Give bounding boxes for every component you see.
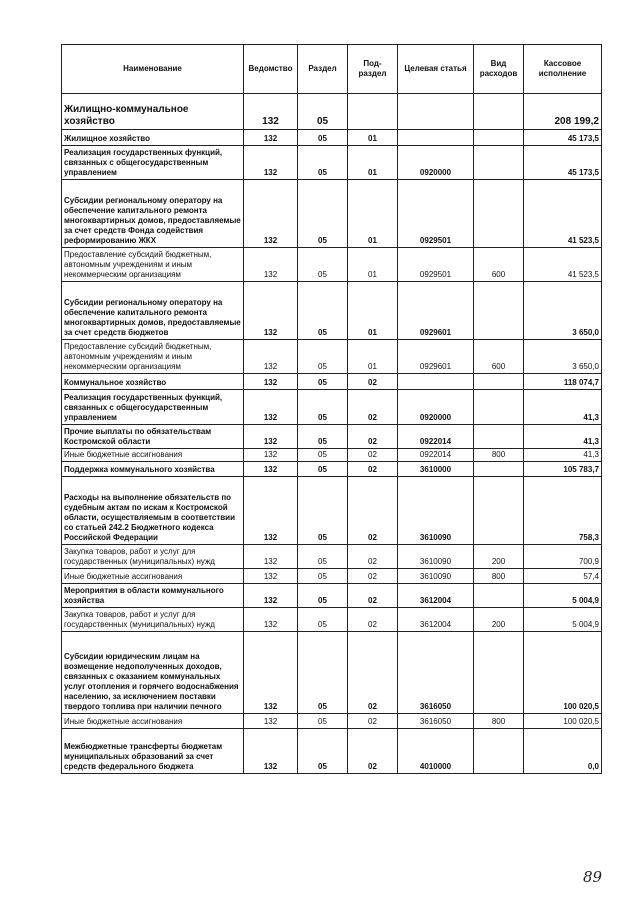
cell-dept: 132	[244, 180, 298, 248]
cell-section: 05	[298, 425, 348, 449]
cell-amount: 57,4	[524, 569, 602, 584]
cell-exptype	[474, 146, 524, 180]
cell-subsection: 02	[348, 477, 398, 545]
cell-name: Жилищное хозяйство	[62, 130, 244, 146]
header-dept: Ведомство	[244, 45, 298, 94]
table-row	[62, 94, 602, 130]
cell-amount: 41,3	[524, 425, 602, 449]
cell-dept: 132	[244, 248, 298, 282]
cell-name: Прочие выплаты по обязательствам Костромской области	[62, 425, 244, 449]
cell-name: Расходы на выполнение обязательств по судебным актам по искам к Костромской области, осуществляемым в соответствии со статьей 242.2 Бюджетного кодекса Российской Федерации	[62, 477, 244, 545]
cell-dept: 132	[244, 729, 298, 774]
cell-dept: 132	[244, 449, 298, 462]
cell-subsection: 01	[348, 340, 398, 374]
cell-target	[398, 130, 474, 146]
header-amount: Кассовое исполнение	[524, 45, 602, 94]
cell-exptype	[474, 374, 524, 390]
cell-name: Реализация государственных функций, связанных с общегосударственным управлением	[62, 146, 244, 180]
cell-dept: 132	[244, 477, 298, 545]
cell-section: 05	[298, 180, 348, 248]
cell-subsection: 01	[348, 248, 398, 282]
table-row	[62, 180, 602, 248]
cell-target: 0920000	[398, 146, 474, 180]
cell-exptype: 200	[474, 545, 524, 569]
cell-section: 05	[298, 94, 348, 130]
table-row	[62, 374, 602, 390]
cell-section: 05	[298, 545, 348, 569]
cell-target: 3616050	[398, 632, 474, 714]
cell-subsection: 02	[348, 545, 398, 569]
cell-section: 05	[298, 608, 348, 632]
cell-name: Предоставление субсидий бюджетным, автономным учреждениям и иным некоммерческим организациям	[62, 340, 244, 374]
cell-exptype: 600	[474, 340, 524, 374]
cell-dept: 132	[244, 390, 298, 425]
cell-subsection: 02	[348, 729, 398, 774]
cell-name: Субсидии юридическим лицам на возмещение недополученных доходов, связанных с оказанием коммунальных услуг отопления и горячего водоснабжения населению, за исключением поставки твердого топлива при наличии печного	[62, 632, 244, 714]
table-header-row	[62, 45, 602, 94]
cell-exptype	[474, 130, 524, 146]
cell-target: 3610090	[398, 569, 474, 584]
cell-dept: 132	[244, 584, 298, 608]
cell-exptype: 200	[474, 608, 524, 632]
cell-section: 05	[298, 584, 348, 608]
table-row	[62, 449, 602, 462]
cell-dept: 132	[244, 462, 298, 477]
cell-target: 3612004	[398, 584, 474, 608]
cell-exptype	[474, 462, 524, 477]
cell-amount: 700,9	[524, 545, 602, 569]
cell-subsection: 01	[348, 130, 398, 146]
cell-dept: 132	[244, 632, 298, 714]
header-subsection: Под-раздел	[348, 45, 398, 94]
cell-amount: 100 020,5	[524, 632, 602, 714]
cell-dept: 132	[244, 545, 298, 569]
cell-target: 4010000	[398, 729, 474, 774]
cell-section: 05	[298, 248, 348, 282]
header-name: Наименование	[62, 45, 244, 94]
cell-target: 0929501	[398, 248, 474, 282]
table-row	[62, 248, 602, 282]
cell-target: 0929601	[398, 340, 474, 374]
cell-amount: 0,0	[524, 729, 602, 774]
cell-exptype: 800	[474, 569, 524, 584]
cell-amount: 41,3	[524, 449, 602, 462]
cell-section: 05	[298, 632, 348, 714]
cell-target: 0922014	[398, 425, 474, 449]
cell-amount: 100 020,5	[524, 714, 602, 729]
cell-name: Мероприятия в области коммунального хозяйства	[62, 584, 244, 608]
cell-dept: 132	[244, 425, 298, 449]
cell-subsection: 02	[348, 462, 398, 477]
table-row	[62, 462, 602, 477]
cell-subsection: 02	[348, 584, 398, 608]
cell-subsection: 02	[348, 608, 398, 632]
table-row	[62, 545, 602, 569]
cell-amount: 5 004,9	[524, 584, 602, 608]
cell-exptype	[474, 282, 524, 340]
cell-subsection: 01	[348, 146, 398, 180]
cell-subsection: 01	[348, 180, 398, 248]
cell-target: 3610000	[398, 462, 474, 477]
cell-name: Межбюджетные трансферты бюджетам муниципальных образований за счет средств федерального бюджета	[62, 729, 244, 774]
header-exptype: Вид расходов	[474, 45, 524, 94]
table-row	[62, 390, 602, 425]
cell-target: 3616050	[398, 714, 474, 729]
cell-section: 05	[298, 130, 348, 146]
cell-dept: 132	[244, 282, 298, 340]
table-row	[62, 282, 602, 340]
cell-amount: 45 173,5	[524, 130, 602, 146]
cell-section: 05	[298, 282, 348, 340]
table-row	[62, 584, 602, 608]
cell-section: 05	[298, 729, 348, 774]
cell-name: Субсидии региональному оператору на обеспечение капитального ремонта многоквартирных домов, предоставляемые за счет средств бюджетов	[62, 282, 244, 340]
cell-section: 05	[298, 714, 348, 729]
cell-subsection: 02	[348, 569, 398, 584]
cell-subsection: 02	[348, 449, 398, 462]
cell-amount: 758,3	[524, 477, 602, 545]
table-row	[62, 340, 602, 374]
cell-exptype	[474, 729, 524, 774]
cell-exptype	[474, 632, 524, 714]
cell-amount: 41,3	[524, 390, 602, 425]
cell-subsection: 02	[348, 390, 398, 425]
table-row	[62, 146, 602, 180]
cell-target: 0922014	[398, 449, 474, 462]
cell-dept: 132	[244, 130, 298, 146]
cell-amount: 5 004,9	[524, 608, 602, 632]
cell-subsection: 01	[348, 282, 398, 340]
cell-amount: 3 650,0	[524, 282, 602, 340]
cell-target	[398, 94, 474, 130]
cell-exptype: 600	[474, 248, 524, 282]
cell-exptype	[474, 584, 524, 608]
cell-dept: 132	[244, 714, 298, 729]
cell-section: 05	[298, 477, 348, 545]
table-row	[62, 130, 602, 146]
cell-amount: 45 173,5	[524, 146, 602, 180]
cell-section: 05	[298, 340, 348, 374]
cell-dept: 132	[244, 374, 298, 390]
cell-target: 0929601	[398, 282, 474, 340]
cell-dept: 132	[244, 146, 298, 180]
cell-section: 05	[298, 390, 348, 425]
cell-target: 3610090	[398, 477, 474, 545]
cell-target	[398, 374, 474, 390]
cell-amount: 41 523,5	[524, 180, 602, 248]
cell-amount: 41 523,5	[524, 248, 602, 282]
cell-section: 05	[298, 449, 348, 462]
cell-exptype	[474, 94, 524, 130]
cell-name: Коммунальное хозяйство	[62, 374, 244, 390]
cell-subsection	[348, 94, 398, 130]
cell-target: 3610090	[398, 545, 474, 569]
table-row	[62, 477, 602, 545]
cell-subsection: 02	[348, 632, 398, 714]
header-target: Целевая статья	[398, 45, 474, 94]
cell-amount: 208 199,2	[524, 94, 602, 130]
table-row	[62, 632, 602, 714]
cell-target: 0920000	[398, 390, 474, 425]
cell-subsection: 02	[348, 374, 398, 390]
cell-exptype: 800	[474, 449, 524, 462]
cell-exptype: 800	[474, 714, 524, 729]
cell-amount: 105 783,7	[524, 462, 602, 477]
cell-target: 3612004	[398, 608, 474, 632]
cell-exptype	[474, 477, 524, 545]
cell-dept: 132	[244, 340, 298, 374]
header-section: Раздел	[298, 45, 348, 94]
cell-section: 05	[298, 146, 348, 180]
table-body	[62, 94, 602, 774]
cell-target: 0929501	[398, 180, 474, 248]
cell-dept: 132	[244, 608, 298, 632]
cell-subsection: 02	[348, 425, 398, 449]
budget-table	[61, 44, 602, 774]
cell-name: Иные бюджетные ассигнования	[62, 569, 244, 584]
cell-name: Закупка товаров, работ и услуг для государственных (муниципальных) нужд	[62, 608, 244, 632]
table-row	[62, 608, 602, 632]
cell-dept: 132	[244, 94, 298, 130]
cell-name: Иные бюджетные ассигнования	[62, 714, 244, 729]
cell-exptype	[474, 425, 524, 449]
cell-name: Субсидии региональному оператору на обеспечение капитального ремонта многоквартирных домов, предоставляемые за счет средств Фонда содействия реформированию ЖКХ	[62, 180, 244, 248]
cell-section: 05	[298, 569, 348, 584]
cell-amount: 3 650,0	[524, 340, 602, 374]
cell-amount: 118 074,7	[524, 374, 602, 390]
cell-section: 05	[298, 462, 348, 477]
cell-exptype	[474, 180, 524, 248]
cell-name: Жилищно-коммунальное хозяйство	[62, 94, 244, 130]
cell-name: Закупка товаров, работ и услуг для государственных (муниципальных) нужд	[62, 545, 244, 569]
cell-name: Иные бюджетные ассигнования	[62, 449, 244, 462]
cell-dept: 132	[244, 569, 298, 584]
cell-subsection: 02	[348, 714, 398, 729]
cell-exptype	[474, 390, 524, 425]
cell-name: Реализация государственных функций, связанных с общегосударственным управлением	[62, 390, 244, 425]
cell-name: Предоставление субсидий бюджетным, автономным учреждениям и иным некоммерческим организациям	[62, 248, 244, 282]
table-row	[62, 425, 602, 449]
table-row	[62, 729, 602, 774]
cell-name: Поддержка коммунального хозяйства	[62, 462, 244, 477]
table-row	[62, 569, 602, 584]
cell-section: 05	[298, 374, 348, 390]
page-number: 89	[583, 868, 603, 886]
table-row	[62, 714, 602, 729]
